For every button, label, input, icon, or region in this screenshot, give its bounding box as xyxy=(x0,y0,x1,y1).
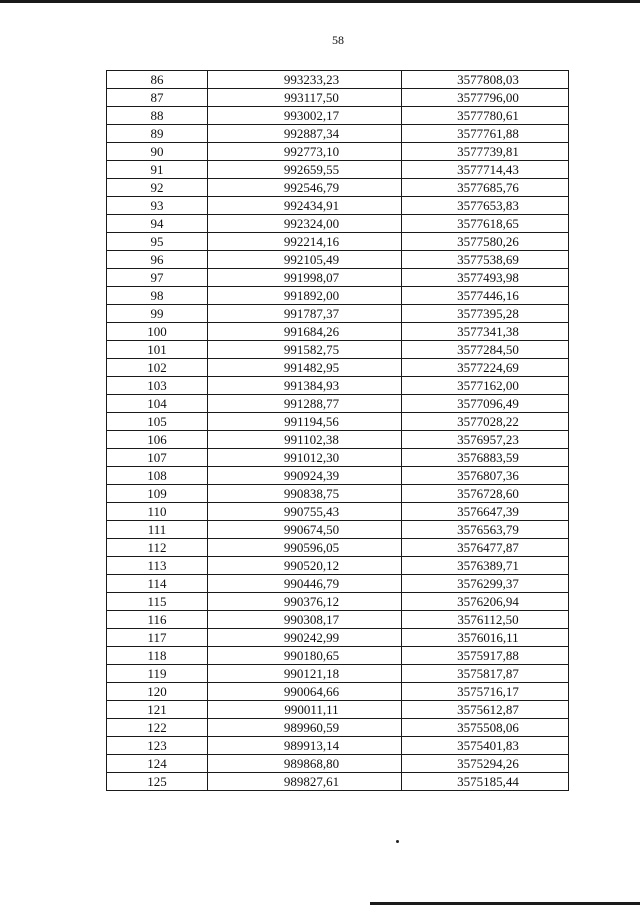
point-number-cell: 92 xyxy=(107,179,208,197)
table-row xyxy=(107,719,569,737)
point-number-cell: 112 xyxy=(107,539,208,557)
x-coordinate-cell: 990121,18 xyxy=(208,665,402,683)
point-number-cell: 104 xyxy=(107,395,208,413)
point-number-cell: 93 xyxy=(107,197,208,215)
point-number-cell: 98 xyxy=(107,287,208,305)
x-coordinate-cell: 991482,95 xyxy=(208,359,402,377)
y-coordinate-cell: 3577162,00 xyxy=(402,377,569,395)
x-coordinate-cell: 991892,00 xyxy=(208,287,402,305)
y-coordinate-cell: 3577493,98 xyxy=(402,269,569,287)
table-row xyxy=(107,197,569,215)
x-coordinate-cell: 991194,56 xyxy=(208,413,402,431)
table-row xyxy=(107,611,569,629)
x-coordinate-cell: 991582,75 xyxy=(208,341,402,359)
point-number-cell: 114 xyxy=(107,575,208,593)
x-coordinate-cell: 991684,26 xyxy=(208,323,402,341)
table-row xyxy=(107,269,569,287)
point-number-cell: 116 xyxy=(107,611,208,629)
y-coordinate-cell: 3575508,06 xyxy=(402,719,569,737)
x-coordinate-cell: 990064,66 xyxy=(208,683,402,701)
point-number-cell: 122 xyxy=(107,719,208,737)
table-row xyxy=(107,647,569,665)
table-row xyxy=(107,377,569,395)
table-row xyxy=(107,431,569,449)
point-number-cell: 87 xyxy=(107,89,208,107)
y-coordinate-cell: 3577780,61 xyxy=(402,107,569,125)
point-number-cell: 118 xyxy=(107,647,208,665)
y-coordinate-cell: 3577341,38 xyxy=(402,323,569,341)
point-number-cell: 100 xyxy=(107,323,208,341)
table-row xyxy=(107,215,569,233)
x-coordinate-cell: 989913,14 xyxy=(208,737,402,755)
point-number-cell: 91 xyxy=(107,161,208,179)
x-coordinate-cell: 990242,99 xyxy=(208,629,402,647)
point-number-cell: 125 xyxy=(107,773,208,791)
y-coordinate-cell: 3575612,87 xyxy=(402,701,569,719)
coordinates-table xyxy=(106,70,569,791)
table-row xyxy=(107,629,569,647)
y-coordinate-cell: 3577580,26 xyxy=(402,233,569,251)
y-coordinate-cell: 3577761,88 xyxy=(402,125,569,143)
y-coordinate-cell: 3576112,50 xyxy=(402,611,569,629)
x-coordinate-cell: 990838,75 xyxy=(208,485,402,503)
table-row xyxy=(107,125,569,143)
point-number-cell: 105 xyxy=(107,413,208,431)
point-number-cell: 88 xyxy=(107,107,208,125)
x-coordinate-cell: 993002,17 xyxy=(208,107,402,125)
point-number-cell: 99 xyxy=(107,305,208,323)
x-coordinate-cell: 990376,12 xyxy=(208,593,402,611)
x-coordinate-cell: 992546,79 xyxy=(208,179,402,197)
x-coordinate-cell: 990446,79 xyxy=(208,575,402,593)
x-coordinate-cell: 992324,00 xyxy=(208,215,402,233)
point-number-cell: 106 xyxy=(107,431,208,449)
point-number-cell: 113 xyxy=(107,557,208,575)
x-coordinate-cell: 991102,38 xyxy=(208,431,402,449)
table-row xyxy=(107,287,569,305)
y-coordinate-cell: 3576477,87 xyxy=(402,539,569,557)
table-row xyxy=(107,701,569,719)
table-row xyxy=(107,773,569,791)
y-coordinate-cell: 3575917,88 xyxy=(402,647,569,665)
point-number-cell: 108 xyxy=(107,467,208,485)
table-row xyxy=(107,161,569,179)
x-coordinate-cell: 992105,49 xyxy=(208,251,402,269)
y-coordinate-cell: 3577096,49 xyxy=(402,395,569,413)
table-row xyxy=(107,143,569,161)
table-row xyxy=(107,251,569,269)
y-coordinate-cell: 3577653,83 xyxy=(402,197,569,215)
y-coordinate-cell: 3577224,69 xyxy=(402,359,569,377)
x-coordinate-cell: 992434,91 xyxy=(208,197,402,215)
table-row xyxy=(107,89,569,107)
y-coordinate-cell: 3577446,16 xyxy=(402,287,569,305)
x-coordinate-cell: 990596,05 xyxy=(208,539,402,557)
point-number-cell: 86 xyxy=(107,71,208,89)
y-coordinate-cell: 3577618,65 xyxy=(402,215,569,233)
y-coordinate-cell: 3577808,03 xyxy=(402,71,569,89)
y-coordinate-cell: 3576957,23 xyxy=(402,431,569,449)
x-coordinate-cell: 992214,16 xyxy=(208,233,402,251)
x-coordinate-cell: 990308,17 xyxy=(208,611,402,629)
point-number-cell: 115 xyxy=(107,593,208,611)
point-number-cell: 124 xyxy=(107,755,208,773)
table-row xyxy=(107,71,569,89)
x-coordinate-cell: 989827,61 xyxy=(208,773,402,791)
x-coordinate-cell: 993233,23 xyxy=(208,71,402,89)
x-coordinate-cell: 989960,59 xyxy=(208,719,402,737)
table-row xyxy=(107,503,569,521)
y-coordinate-cell: 3575401,83 xyxy=(402,737,569,755)
point-number-cell: 96 xyxy=(107,251,208,269)
y-coordinate-cell: 3576728,60 xyxy=(402,485,569,503)
table-row xyxy=(107,107,569,125)
x-coordinate-cell: 989868,80 xyxy=(208,755,402,773)
x-coordinate-cell: 991787,37 xyxy=(208,305,402,323)
table-row xyxy=(107,575,569,593)
y-coordinate-cell: 3577714,43 xyxy=(402,161,569,179)
y-coordinate-cell: 3576807,36 xyxy=(402,467,569,485)
table-row xyxy=(107,485,569,503)
x-coordinate-cell: 990924,39 xyxy=(208,467,402,485)
point-number-cell: 102 xyxy=(107,359,208,377)
point-number-cell: 119 xyxy=(107,665,208,683)
table-row xyxy=(107,755,569,773)
scan-speck xyxy=(396,840,399,843)
y-coordinate-cell: 3576016,11 xyxy=(402,629,569,647)
table-row xyxy=(107,467,569,485)
x-coordinate-cell: 991288,77 xyxy=(208,395,402,413)
y-coordinate-cell: 3575716,17 xyxy=(402,683,569,701)
y-coordinate-cell: 3577739,81 xyxy=(402,143,569,161)
y-coordinate-cell: 3577538,69 xyxy=(402,251,569,269)
y-coordinate-cell: 3576389,71 xyxy=(402,557,569,575)
table-row xyxy=(107,665,569,683)
x-coordinate-cell: 991012,30 xyxy=(208,449,402,467)
point-number-cell: 107 xyxy=(107,449,208,467)
x-coordinate-cell: 990180,65 xyxy=(208,647,402,665)
point-number-cell: 95 xyxy=(107,233,208,251)
table-row xyxy=(107,323,569,341)
x-coordinate-cell: 991384,93 xyxy=(208,377,402,395)
x-coordinate-cell: 990011,11 xyxy=(208,701,402,719)
table-row xyxy=(107,521,569,539)
y-coordinate-cell: 3576563,79 xyxy=(402,521,569,539)
point-number-cell: 89 xyxy=(107,125,208,143)
page-number: 58 xyxy=(332,33,344,47)
y-coordinate-cell: 3576647,39 xyxy=(402,503,569,521)
point-number-cell: 110 xyxy=(107,503,208,521)
table-row xyxy=(107,593,569,611)
y-coordinate-cell: 3576299,37 xyxy=(402,575,569,593)
y-coordinate-cell: 3575185,44 xyxy=(402,773,569,791)
point-number-cell: 123 xyxy=(107,737,208,755)
point-number-cell: 109 xyxy=(107,485,208,503)
table-row xyxy=(107,557,569,575)
table-row xyxy=(107,179,569,197)
point-number-cell: 97 xyxy=(107,269,208,287)
y-coordinate-cell: 3576206,94 xyxy=(402,593,569,611)
point-number-cell: 101 xyxy=(107,341,208,359)
point-number-cell: 103 xyxy=(107,377,208,395)
table-body xyxy=(107,71,569,791)
y-coordinate-cell: 3577284,50 xyxy=(402,341,569,359)
point-number-cell: 90 xyxy=(107,143,208,161)
point-number-cell: 94 xyxy=(107,215,208,233)
table-row xyxy=(107,413,569,431)
x-coordinate-cell: 992659,55 xyxy=(208,161,402,179)
y-coordinate-cell: 3576883,59 xyxy=(402,449,569,467)
point-number-cell: 121 xyxy=(107,701,208,719)
table-row xyxy=(107,449,569,467)
x-coordinate-cell: 990755,43 xyxy=(208,503,402,521)
y-coordinate-cell: 3577796,00 xyxy=(402,89,569,107)
x-coordinate-cell: 992887,34 xyxy=(208,125,402,143)
table-row xyxy=(107,233,569,251)
y-coordinate-cell: 3575294,26 xyxy=(402,755,569,773)
table-row xyxy=(107,395,569,413)
table-row xyxy=(107,683,569,701)
x-coordinate-cell: 990520,12 xyxy=(208,557,402,575)
x-coordinate-cell: 993117,50 xyxy=(208,89,402,107)
y-coordinate-cell: 3577028,22 xyxy=(402,413,569,431)
point-number-cell: 117 xyxy=(107,629,208,647)
y-coordinate-cell: 3577685,76 xyxy=(402,179,569,197)
page-border-top xyxy=(0,0,640,3)
x-coordinate-cell: 992773,10 xyxy=(208,143,402,161)
x-coordinate-cell: 990674,50 xyxy=(208,521,402,539)
table-row xyxy=(107,305,569,323)
y-coordinate-cell: 3575817,87 xyxy=(402,665,569,683)
table-row xyxy=(107,341,569,359)
table-row xyxy=(107,539,569,557)
y-coordinate-cell: 3577395,28 xyxy=(402,305,569,323)
point-number-cell: 120 xyxy=(107,683,208,701)
table-row xyxy=(107,359,569,377)
x-coordinate-cell: 991998,07 xyxy=(208,269,402,287)
table-row xyxy=(107,737,569,755)
point-number-cell: 111 xyxy=(107,521,208,539)
